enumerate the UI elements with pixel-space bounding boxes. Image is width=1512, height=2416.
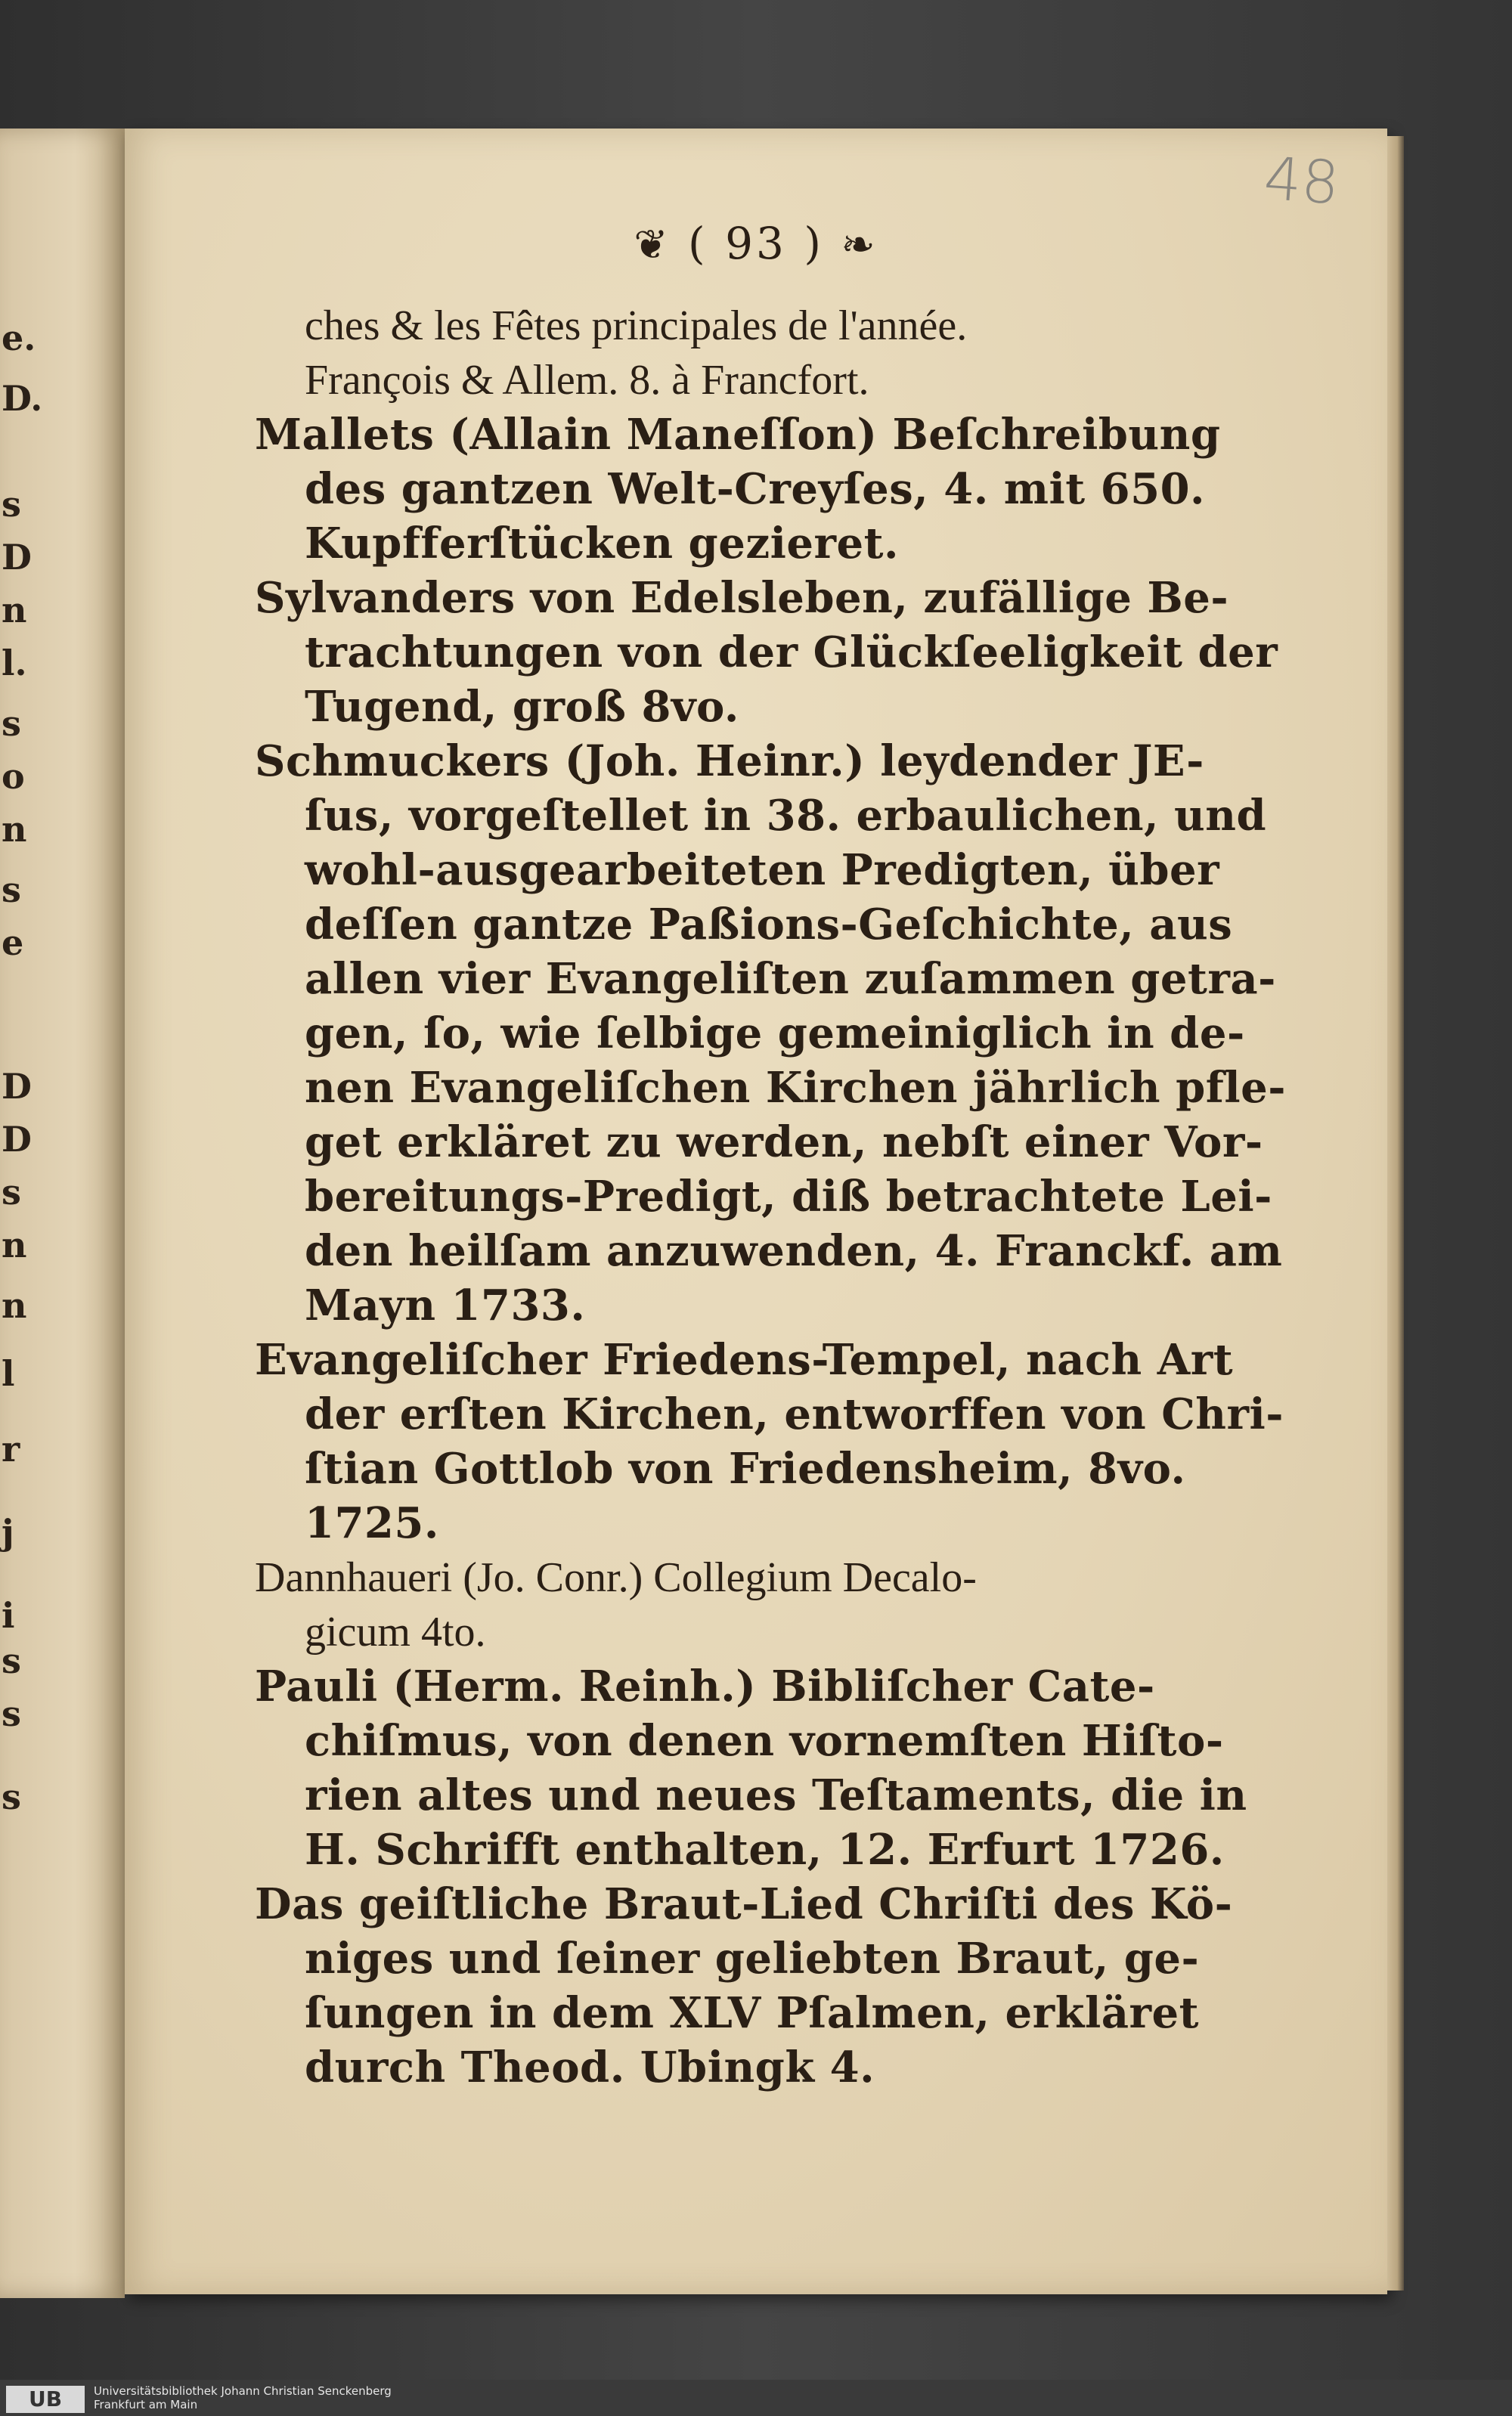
left-page-glyph: i <box>2 1595 15 1636</box>
left-page-glyph: s <box>2 869 21 910</box>
entry-line: 1725. <box>305 1498 439 1548</box>
library-name-line2: Frankfurt am Main <box>94 2398 198 2411</box>
catalogue-entry <box>255 299 1253 407</box>
entry-line: ſtian Gottlob von Friedensheim, 8vo. <box>305 1444 1186 1494</box>
entry-line: ſungen in dem XLV Pſalmen, erkläret <box>305 1988 1199 2038</box>
entry-line: durch Theod. Ubingk 4. <box>305 2043 875 2092</box>
entry-line: get erkläret zu werden, nebſt einer Vor- <box>305 1117 1263 1167</box>
left-page-glyph: s <box>2 484 21 525</box>
entry-line: ches & les Fêtes principales de l'année. <box>305 302 968 349</box>
left-page-glyph: D <box>2 1119 32 1160</box>
entry-line: Dannhaueri (Jo. Conr.) Collegium Decalo- <box>255 1554 977 1601</box>
left-page-edge <box>0 129 125 2298</box>
entry-line: rien altes und neues Teſtaments, die in <box>305 1770 1247 1820</box>
left-page-glyph: l. <box>2 643 27 683</box>
left-page-glyph: D. <box>2 378 43 419</box>
pencil-folio-number: 48 <box>1261 144 1342 218</box>
left-page-glyph: D <box>2 1066 32 1107</box>
entry-line: der erſten Kirchen, entworffen von Chri- <box>305 1389 1284 1439</box>
library-footer <box>0 2380 1512 2416</box>
entry-line: deſſen gantze Paßions-Geſchichte, aus <box>305 900 1233 949</box>
entry-line: nen Evangeliſchen Kirchen jährlich pfle- <box>305 1063 1286 1113</box>
left-page-glyph: s <box>2 1776 21 1817</box>
ub-logo: UB <box>6 2386 85 2413</box>
catalogue-entry <box>255 571 1278 734</box>
left-page-glyph: e. <box>2 317 36 358</box>
library-name <box>94 2384 392 2411</box>
catalogue-entry <box>255 407 1253 571</box>
catalogue-entry <box>255 1550 1253 1659</box>
catalogue-entry <box>255 1333 1284 1550</box>
entry-line: trachtungen von der Glückſeeligkeit der <box>305 627 1278 677</box>
entry-line: bereitungs-Predigt, diß betrachtete Lei- <box>305 1172 1272 1222</box>
entry-line: Sylvanders von Edelsleben, zufällige Be- <box>255 573 1229 623</box>
left-page-glyph: j <box>2 1512 14 1553</box>
page-number: ( 93 ) <box>688 218 824 269</box>
page-edge-right <box>1387 136 1404 2291</box>
entry-line: Evangeliſcher Friedens-Tempel, nach Art <box>255 1335 1234 1385</box>
left-page-glyph: D <box>2 537 32 578</box>
entry-line: Das geiſtliche Braut-Lied Chriſti des Kö- <box>255 1879 1233 1929</box>
ornament-left-icon: ❦ <box>634 221 671 268</box>
entry-line: H. Schrifft enthalten, 12. Erfurt 1726. <box>305 1825 1225 1875</box>
left-page-glyph: s <box>2 1172 21 1213</box>
left-page-glyph: r <box>2 1429 20 1470</box>
entry-line: Tugend, groß 8vo. <box>305 682 739 732</box>
entry-line: Schmuckers (Joh. Heinr.) leydender JE- <box>255 736 1204 786</box>
entry-line: Pauli (Herm. Reinh.) Bibliſcher Cate- <box>255 1662 1155 1711</box>
running-head <box>125 218 1387 269</box>
left-page-glyph: e <box>2 922 24 963</box>
left-page-glyph: s <box>2 703 21 744</box>
left-page-glyph: n <box>2 1285 27 1326</box>
entry-line: gen, ſo, wie ſelbige gemeiniglich in de- <box>305 1008 1245 1058</box>
catalogue-entry <box>255 1877 1253 2095</box>
left-page-glyph: n <box>2 590 27 630</box>
entry-line: ſus, vorgeſtellet in 38. erbaulichen, und <box>305 791 1267 841</box>
catalogue-entry <box>255 1659 1253 1877</box>
entry-line: François & Allem. 8. à Francfort. <box>305 357 869 404</box>
book-page <box>125 129 1387 2294</box>
entry-line: allen vier Evangeliſten zuſammen getra- <box>305 954 1276 1004</box>
entry-line: gicum 4to. <box>305 1609 486 1656</box>
entry-line: niges und ſeiner geliebten Braut, ge- <box>305 1934 1200 1984</box>
left-page-glyph: o <box>2 756 25 797</box>
entry-line: wohl-ausgearbeiteten Predigten, über <box>305 845 1220 895</box>
left-page-glyph: n <box>2 1225 27 1265</box>
left-page-glyph: l <box>2 1353 15 1394</box>
catalogue-entry <box>255 734 1286 1333</box>
ornament-right-icon: ❧ <box>841 221 878 268</box>
left-page-glyph: s <box>2 1640 21 1681</box>
entry-line: des gantzen Welt-Creyſes, 4. mit 650. <box>305 464 1206 514</box>
left-page-glyph: n <box>2 809 27 850</box>
entry-line: Mallets (Allain Maneſſon) Beſchreibung <box>255 410 1221 460</box>
entry-line: Kupfferſtücken gezieret. <box>305 519 900 568</box>
entry-line: den heilſam anzuwenden, 4. Franckf. am <box>305 1226 1283 1276</box>
entry-line: Mayn 1733. <box>305 1281 586 1330</box>
entry-line: chiſmus, von denen vornemſten Hiſto- <box>305 1716 1224 1766</box>
library-name-line1: Universitätsbibliothek Johann Christian Senckenberg <box>94 2384 392 2398</box>
left-page-glyph: s <box>2 1693 21 1734</box>
